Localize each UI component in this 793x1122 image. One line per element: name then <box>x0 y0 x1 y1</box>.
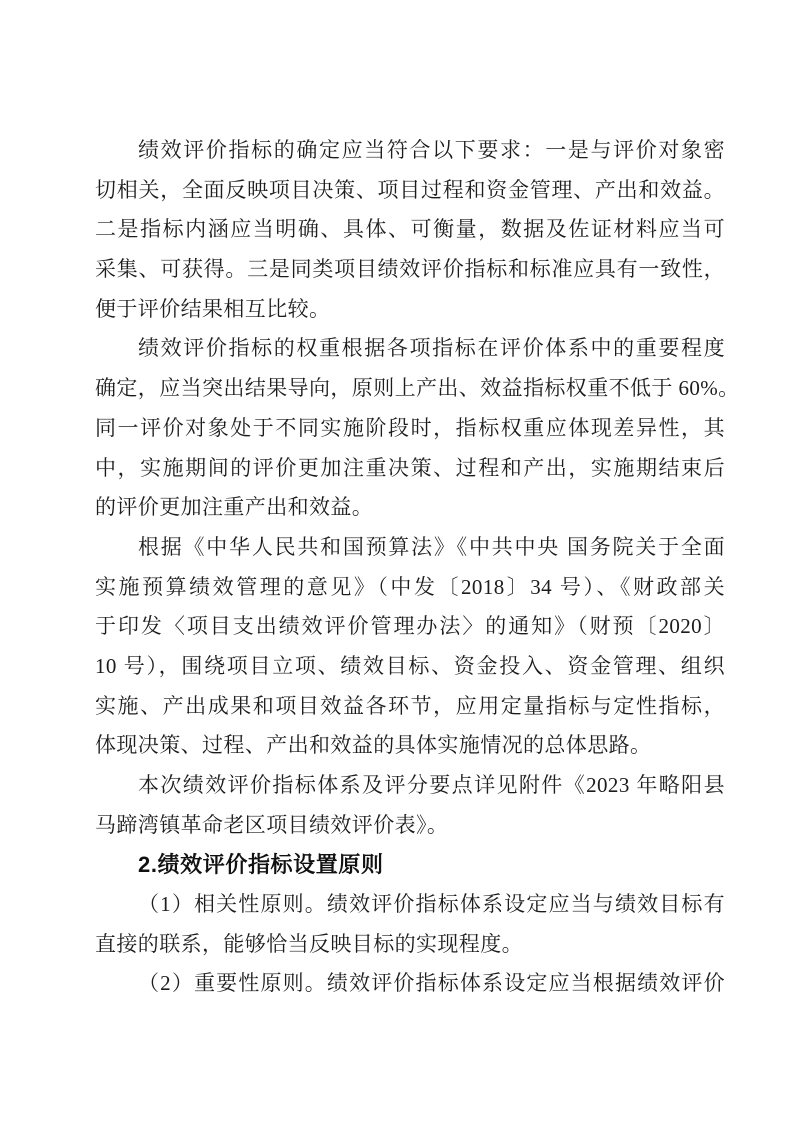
text-line: 便于评价结果相互比较。 <box>95 296 331 321</box>
para-indicator-requirements <box>95 131 725 329</box>
text-line: 体现决策、过程、产出和效益的具体实施情况的总体思路。 <box>95 733 652 758</box>
document-content <box>95 131 740 1004</box>
text-line: 确定，应当突出结果导向，原则上产出、效益指标权重不低于 60%。 <box>95 376 740 401</box>
text-line: 绩效评价指标的确定应当符合以下要求：一是与评价对象密 <box>138 138 725 162</box>
para-relevance-principle <box>95 885 725 964</box>
text-line: （1）相关性原则。绩效评价指标体系设定应当与绩效目标有 <box>138 892 725 917</box>
text-line: （2）重要性原则。绩效评价指标体系设定应当根据绩效评价 <box>138 971 725 996</box>
para-attachment-reference <box>95 766 725 845</box>
heading-indicator-principles <box>95 845 725 885</box>
text-line: 于印发〈项目支出绩效评价管理办法〉的通知》（财预〔2020〕 <box>95 614 725 639</box>
text-line: 实施、产出成果和项目效益各环节，应用定量指标与定性指标， <box>95 693 725 718</box>
text-line: 的评价更加注重产出和效益。 <box>95 495 374 520</box>
heading-line: 2.绩效评价指标设置原则 <box>138 852 384 878</box>
text-line: 本次绩效评价指标体系及评分要点详见附件《2023 年略阳县 <box>138 773 725 797</box>
text-line: 10 号），围绕项目立项、绩效目标、资金投入、资金管理、组织 <box>95 653 725 678</box>
text-line: 切相关，全面反映项目决策、项目过程和资金管理、产出和效益。 <box>95 177 725 202</box>
text-line: 中，实施期间的评价更加注重决策、过程和产出，实施期结束后 <box>95 455 725 480</box>
para-importance-principle <box>95 964 725 1004</box>
para-indicator-weights <box>95 329 740 527</box>
text-line: 实施预算绩效管理的意见》（中发〔2018〕34 号）、《财政部关 <box>95 574 725 599</box>
text-line: 同一评价对象处于不同实施阶段时，指标权重应体现差异性，其 <box>95 415 725 440</box>
para-policy-basis <box>95 528 725 766</box>
text-line: 马蹄湾镇革命老区项目绩效评价表》。 <box>95 812 449 837</box>
text-line: 绩效评价指标的权重根据各项指标在评价体系中的重要程度 <box>138 336 725 361</box>
text-line: 直接的联系，能够恰当反映目标的实现程度。 <box>95 931 523 956</box>
text-line: 根据《中华人民共和国预算法》《中共中央 国务院关于全面 <box>138 534 725 559</box>
text-line: 采集、可获得。三是同类项目绩效评价指标和标准应具有一致性， <box>95 257 725 282</box>
text-line: 二是指标内涵应当明确、具体、可衡量，数据及佐证材料应当可 <box>95 217 725 242</box>
